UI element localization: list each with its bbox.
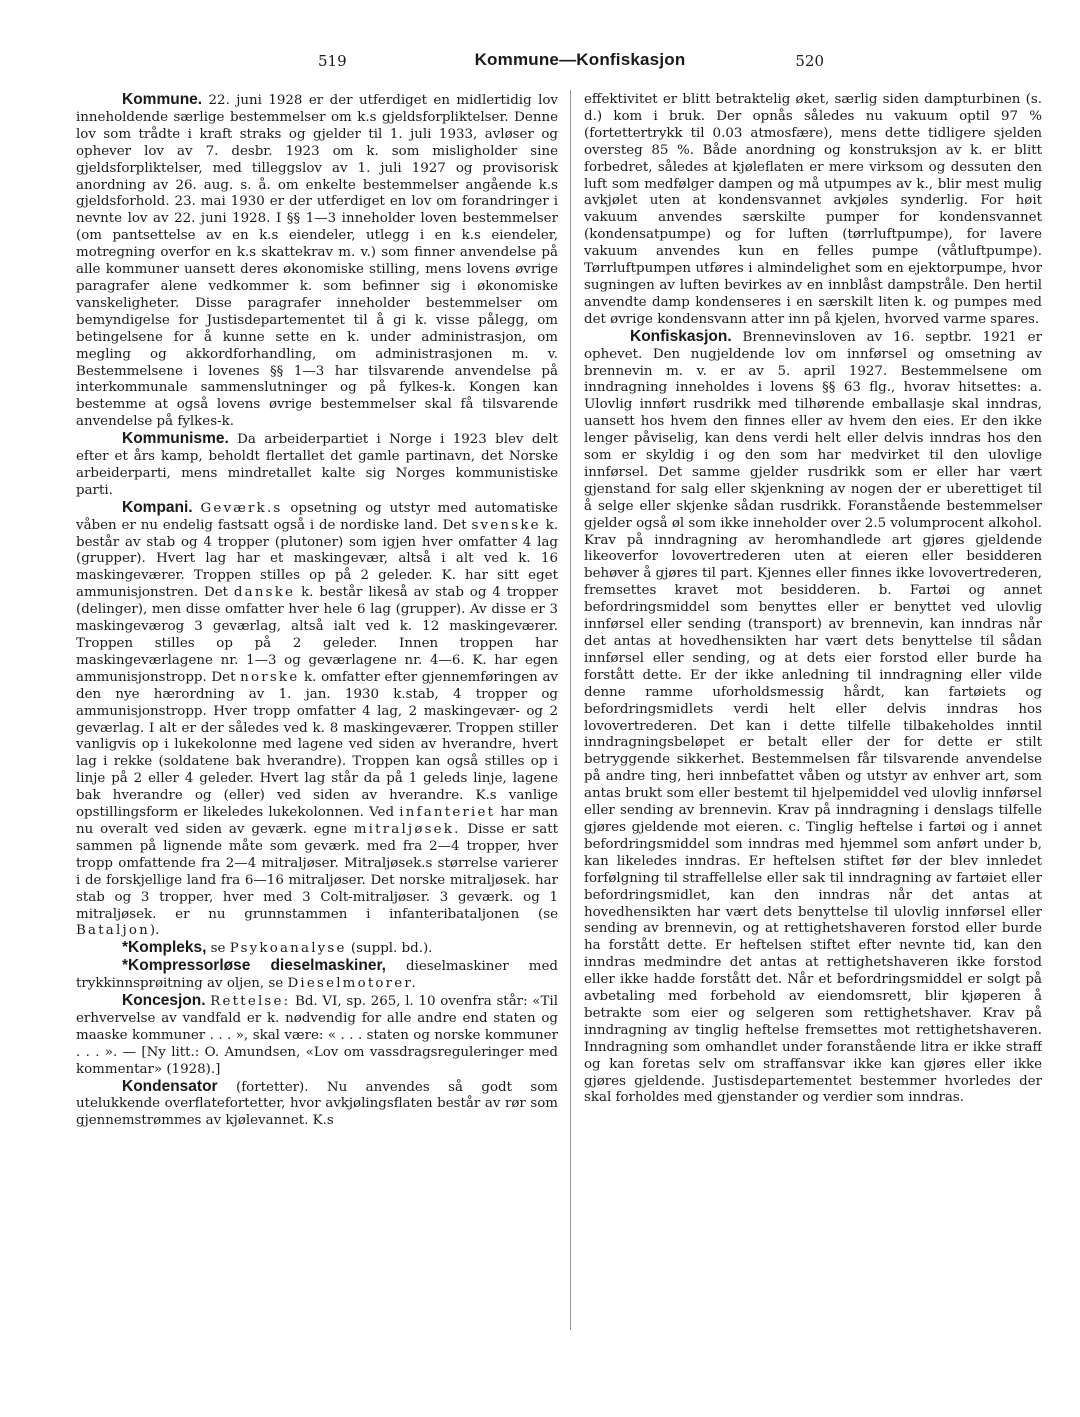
entry-text: k. omfatter efter gjennemføringen av den nye hærordning av 1. jan. 1930 k.stab, 4 tropper og ammunisjonstropp. Hver tropp omfatter 4 lag, 2 maskingevær- og 2 geværlag. I alt er der således ved k. 8 maskingeværer. Troppen stiller vanligvis op i lukekolonne med lagene ved siden av hverandre, hvert lag i rekke (soldatene bak hverandre). Troppen kan også stilles op i linje på 2 eller 4 geleder. Hvert lag står da på 1 geleds linje, lagene bak hverandre og (eller) ved siden av hverandre. K.s vanlige opstillingsform er likeledes lukekolonnen. Ved [76, 669, 558, 821]
entry-head-konfiskasjon: Konfiskasjon. [630, 327, 732, 345]
entry-head-kompressorlose: *Kompressorløse dieselmaskiner, [122, 957, 386, 975]
entry-kondensator [76, 1079, 558, 1131]
entry-kompani [76, 500, 558, 941]
cross-reference: Bataljon [76, 923, 150, 939]
page-number-right: 520 [795, 52, 824, 70]
entry-kommune [76, 92, 558, 431]
entry-kondensator-continued: effektivitet er blitt betraktelig øket, særlig siden dampturbinen (s. d.) kom i bruk. Der opnås således nu vakuum optil 97 % (fortettertrykk til 0.03 atmosfære), mens dette tidligere sjelden oversteg 85 %. Både anordning og konstruksjon av k. er blitt forbedret, således at kjøleflaten er mere virksom og dessuten den luft som medfølger dampen og må utpumpes av k., blir mest mulig avkjølet uten at kondensvannet avkjøles synderlig. For høit vakuum anvendes særskilte pumper for kondensvannet (kondensatpumpe) og for luften (tørrluftpumpe), for lavere vakuum anvendes kun en felles pumpe (våtluftpumpe). Tørrluftpumpen utføres i almindelighet som en ejektorpumpe, hvor sugningen av luften bevirkes av en innblåst dampstråle. Den hertil anvendte damp kondenseres i en særskilt liten k. og pumpes med det øvrige kondensvann atter inn på kjelen, hvorved varme spares. [584, 92, 1042, 327]
spaced-term: infanteriet [399, 805, 496, 821]
entry-text: opsetning og utstyr med automatiske våben er nu endelig fastsatt også i de nordiske land. Det [76, 500, 558, 533]
cross-reference: Psykoanalyse [229, 941, 347, 957]
entry-text-kommunisme: Da arbeiderpartiet i Norge i 1923 blev delt efter et års kamp, beholdt flertallet det gamle partinavn, det Norske arbeiderparti, mens mindretallet kalte sig Norges kommunistiske parti. [76, 432, 558, 498]
page-number-left: 519 [318, 52, 347, 70]
entry-text: ). [149, 923, 160, 939]
entry-text-kommune: 22. juni 1928 er der utferdiget en midlertidig lov inneholdende særlige bestemmelser om k.s gjeldsforpliktelser. Denne lov som trådte i kraft straks og gjelder til 1. juli 1933, avløser og ophever lov av 7. desbr. 1923 om k. som misligholder sine gjeldsforpliktelser, med tilleggslov av 1. juli 1927 og provisorisk anordning av 26. aug. s. å. om enkelte bestemmelser angående k.s gjeldsforhold. 23. mai 1930 er der utferdiget en lov om forandringer i nevnte lov av 22. juni 1928. I §§ 1—3 inneholder loven bestemmelser (om pantsettelse av en k.s eiendeler, utlegg i en k.s eiendeler, motregning overfor en k.s skattekrav m. v.) som finner anvendelse på alle kommuner uansett deres økonomiske stilling, mens lovens øvrige paragrafer alene vedkommer k. som befinner sig i økonomiske vanskeligheter. Disse paragrafer inneholder bestemmelser om bemyndigelse for Justisdepartementet til å gi k. visse pålegg, om betingelsene for å kunne sette en k. under administrasjon, om megling og akkordforhandling, om administrasjonen m. v. Bestemmelsene i lovenes §§ 1—3 har tilsvarende anvendelse på interkommunale sammenslutninger og på fylkes-k. Kongen kan bestemme at også lovens øvrige bestemmelser skal få tilsvarende anvendelse på fylkes-k. [76, 93, 558, 430]
entry-text: k. består av stab og 4 tropper (plutoner) som igjen hver omfatter 4 lag (grupper). Hvert lag har et maskingevær, altså i alt ved k. 16 maskingeværer. Troppen stilles op på 2 geleder. K. har sitt eget ammunisjonstren. Det [76, 517, 558, 601]
entry-head-koncesjon: Koncesjon. [122, 992, 206, 1010]
right-column [584, 92, 1042, 1392]
entry-text: har man nu overalt ved siden av geværk. egne [76, 805, 558, 837]
entry-head-kondensator: Kondensator [122, 1077, 218, 1095]
entry-head-kommune: Kommune. [122, 92, 203, 108]
spaced-term: norske [240, 669, 300, 685]
entry-koncesjon [76, 993, 558, 1079]
entry-text: se [206, 941, 230, 957]
spaced-term: danske [233, 585, 296, 601]
cross-reference: Dieselmotorer. [287, 976, 418, 992]
entry-text-kondensator: (fortetter). Nu anvendes så godt som utelukkende overflatefortetter, hvor avkjølingsflaten består av rør som gjennemstrømmes av kjølevannet. K.s [76, 1079, 558, 1129]
entry-head-kompani: Kompani. [122, 498, 193, 516]
entry-text: (suppl. bd.). [346, 941, 433, 957]
entry-kompleks [76, 940, 558, 958]
entry-text-konfiskasjon: Brennevinsloven av 16. septbr. 1921 er ophevet. Den nugjeldende lov om innførsel og omsetning av brennevin m. v. er av 5. april 1927. Bestemmelsene om inndragning inneholdes i lovens §§ 63 flg., hvorav hitsettes: a. Ulovlig innført rusdrikk med tilhørende emballasje skal inndras, uansett hos hvem den finnes eller av hvem den eies. Er den ikke lenger påviselig, kan dens verdi helt eller delvis inndras hos den som er skyldig i og den som har medvirket til den ulovlige innførsel. Det samme gjelder rusdrikk som er eller har vært gjenstand for salg eller skjenkning av nogen der er uberettiget til å selge eller skjenke sådan rusdrikk. Foranstående bestemmelser gjelder også øl som ikke inneholder over 2.5 volumprocent alkohol. Krav på inndragning av heromhandlede art gjøres gjeldende likeoverfor lovovertrederen uten at eieren eller besidderen behøver å gjøres til part. Kjennes eller finnes ikke lovovertrederen, fremsettes kravet mot besidderen. b. Fartøi og annet befordringsmiddel som benyttes eller er benyttet ved ulovlig innførsel eller sending (transport) av brennevin, kan inndras når det antas at hovedhensikten har vært dets benyttelse til sådan innførsel eller sending, og at dets eier forstod eller burde ha forstått dette. Er der ikke anledning til inndragning eller vilde denne ramme uforholdsmessig hårdt, kan fartøiets og befordringsmidlets verdi helt eller delvis inndras hos lovovertrederen. Det kan i dette tilfelle tilbakeholdes inntil inndragningsbeløpet er betalt eller der for dette er stilt betryggende sikkerhet. Bestemmelsen får tilsvarende anvendelse på andre ting, heri innbefattet våben og utstyr av enhver art, som antas brukt som eller bestemt til hjelpemiddel ved ulovlig innførsel eller sending av brennevin. Krav på inndragning i denslags tilfelle gjøres gjeldende mot eieren. c. Tinglig heftelse i fartøi og i annet befordringsmiddel som inndras med hjemmel som anført under b, kan likeledes inndras. Er heftelsen stiftet før der blev innledet forfølgning til straffellelse eller sak til inndragning av fartøiet eller befordringsmidlet, kan den inndras når det antas at hovedhensikten har vært dets benyttelse til ulovlig innførsel eller sending av brennevin, og at rettighetshaveren forstod eller burde ha forstått dette. Er heftelsen stiftet efter nevnte tid, kan den inndras medmindre det antas at rettighetshaveren ikke forstod eller ikke hadde forstått det. Når et befordringsmiddel er solgt på avbetaling med forbehold av eiendomsrett, blir kjøperen å betrakte som eier og selgeren som rettighetshaver. Krav på inndragning av tinglig heftelse fremsettes mot rettighetshaveren. Inndragning som omhandlet under foranstående litra er ikke straff og kan foretas selv om straffansvar ikke kan gjøres eller ikke gjøres gjeldende. Justisdepartementet bestemmer hvorledes der skal forholdes med gjenstander og verdier som inndras. [584, 329, 1042, 1106]
entry-head-kommunisme: Kommunisme. [122, 430, 229, 448]
spaced-term: mitraljøsek. [353, 821, 461, 837]
entry-text: Bd. VI, sp. 265, l. 10 ovenfra står: «Til erhvervelse av vandfald er k. nødvendig for alle andre end staten og maaske kommuner . . . », skal være: « . . . staten og norske kommuner . . . ». — [Ny litt.: O. Amundsen, «Lov om vassdragsreguleringer med kommentar» (1928).] [76, 994, 558, 1077]
spaced-term: Geværk.s [200, 500, 283, 516]
left-column [76, 92, 558, 1392]
spaced-term: svenske [471, 517, 541, 533]
spaced-term: Rettelse: [210, 994, 291, 1010]
page-header [300, 48, 860, 76]
entry-text: Disse er satt sammen på lignende måte som geværk. med fra 2—4 tropper, hver tropp omfattende fra 2—4 mitraljøser. Mitraljøsek.s størrelse varierer i de forskjellige land fra 6—16 mitraljøser. Det norske mitraljøsek. har stab og 3 tropper, hver med 3 Colt-mitraljøser. 3 geværk. og 1 mitraljøsek. er nu grunnstammen i infanteribataljonen (se [76, 821, 558, 922]
entry-head-kompleks: *Kompleks, [122, 939, 207, 957]
running-title: Kommune—Konfiskasjon [474, 50, 686, 69]
entry-text: dieselmaskiner med trykkinnsprøitning av oljen, se [76, 959, 558, 992]
column-divider [570, 90, 571, 1330]
entry-kompressorlose [76, 958, 558, 993]
entry-text: k. består likeså av stab og 4 tropper (delinger), men disse omfatter hver hele 6 lag (grupper). Av disse er 3 maskingeværog 3 geværlag, altså ialt ved k. 12 maskingeværer. Troppen stilles op på 2 geleder. Innen troppen har maskingeværlagene nr. 1—3 og geværlagene nr. 4—6. K. har egen ammunisjonstropp. Det [76, 585, 558, 685]
entry-konfiskasjon [584, 329, 1042, 1108]
entry-kommunisme [76, 431, 558, 500]
